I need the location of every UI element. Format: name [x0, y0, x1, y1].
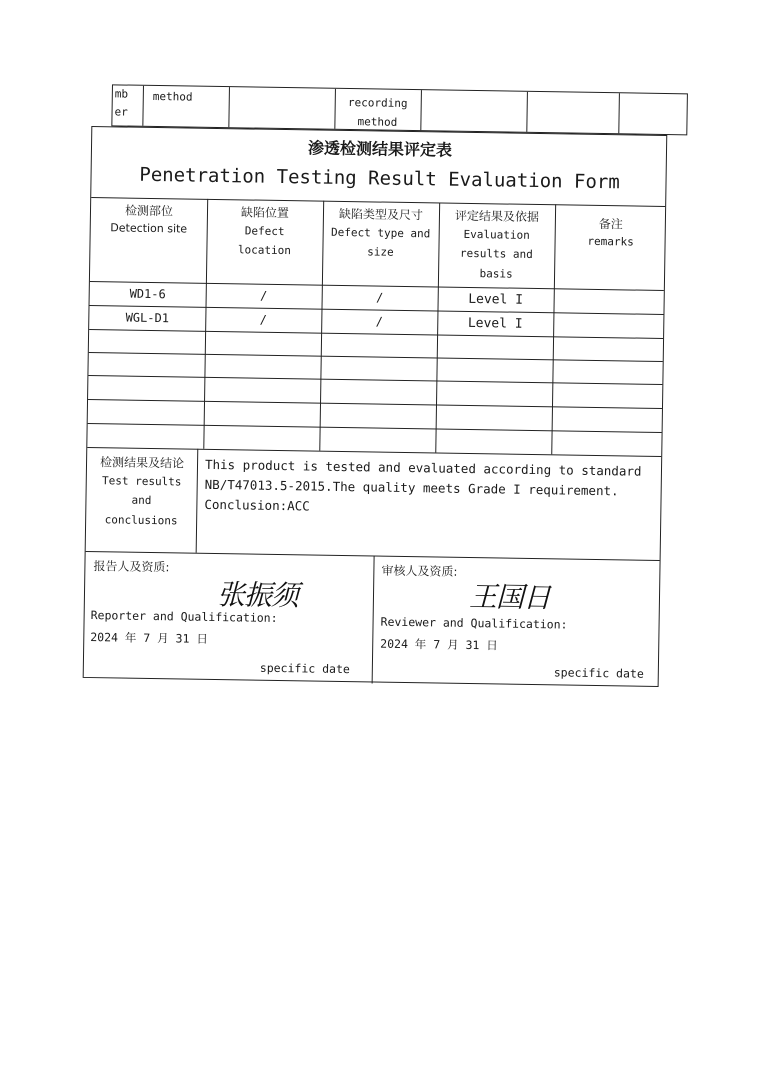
header-site-zh: 检测部位 — [124, 203, 174, 219]
method-label: method — [152, 89, 193, 104]
divider — [618, 93, 620, 133]
reviewer-label-en: Reviewer and Qualification: — [380, 614, 568, 632]
row-1-remarks — [554, 291, 666, 293]
row-2-remarks — [553, 315, 665, 317]
divider — [228, 87, 230, 127]
header-location-zh: 缺陷位置 — [240, 205, 290, 221]
form-title-en: Penetration Testing Result Evaluation Form — [139, 163, 620, 194]
conclusion-text: This product is tested and evaluated according to standard NB/T47013.5-2015.The quality meets Grade I requirement. Conclusion:ACC — [204, 456, 642, 514]
reporter-footer: specific date — [259, 660, 350, 677]
header-evaluation-en: Evaluation results and basis — [459, 227, 533, 281]
header-remarks-en: remarks — [587, 234, 634, 249]
divider — [142, 86, 144, 126]
row-divider — [88, 423, 662, 433]
conclusion-label-zh: 检测结果及结论 — [99, 455, 185, 471]
header-site-en: Detection site — [110, 221, 188, 236]
row-1-result: Level I — [468, 291, 524, 308]
header-type-en: Defect type and size — [330, 225, 431, 260]
col-divider — [372, 555, 375, 683]
reviewer-date: 2024 年 7 月 31 日 — [380, 636, 498, 653]
header-type-zh: 缺陷类型及尺寸 — [338, 206, 424, 223]
evaluation-table — [83, 126, 668, 687]
reviewer-signature: 王国日 — [468, 579, 551, 615]
header-location-en: Defect location — [237, 224, 291, 258]
header-evaluation-zh: 评定结果及依据 — [454, 208, 540, 225]
number-label: mb er — [114, 87, 129, 119]
row-divider — [88, 399, 662, 409]
row-2-result: Level I — [467, 315, 523, 332]
row-divider — [89, 352, 663, 362]
row-divider — [88, 375, 662, 385]
reporter-label-zh: 报告人及资质: — [93, 559, 170, 575]
reporter-label-en: Reporter and Qualification: — [90, 608, 278, 625]
conclusion-label-en: Test results and conclusions — [101, 474, 182, 527]
reviewer-footer: specific date — [553, 665, 644, 681]
divider — [420, 90, 422, 130]
row-1-type: / — [375, 290, 384, 305]
recording-method-label: recording method — [347, 96, 408, 130]
row-2-location: / — [259, 312, 268, 327]
reporter-signature: 张振须 — [216, 578, 299, 613]
form-title-zh: 渗透检测结果评定表 — [307, 138, 453, 160]
evaluation-form-sheet — [83, 84, 668, 687]
divider — [526, 92, 528, 132]
reviewer-label-zh: 审核人及资质: — [381, 563, 458, 579]
row-2-type: / — [375, 314, 384, 329]
reporter-date: 2024 年 7 月 31 日 — [90, 630, 209, 646]
row-1-site: WD1-6 — [129, 286, 166, 302]
row-1-location: / — [259, 288, 268, 303]
row-2-site: WGL-D1 — [125, 310, 170, 326]
header-remarks-zh: 备注 — [598, 216, 623, 232]
